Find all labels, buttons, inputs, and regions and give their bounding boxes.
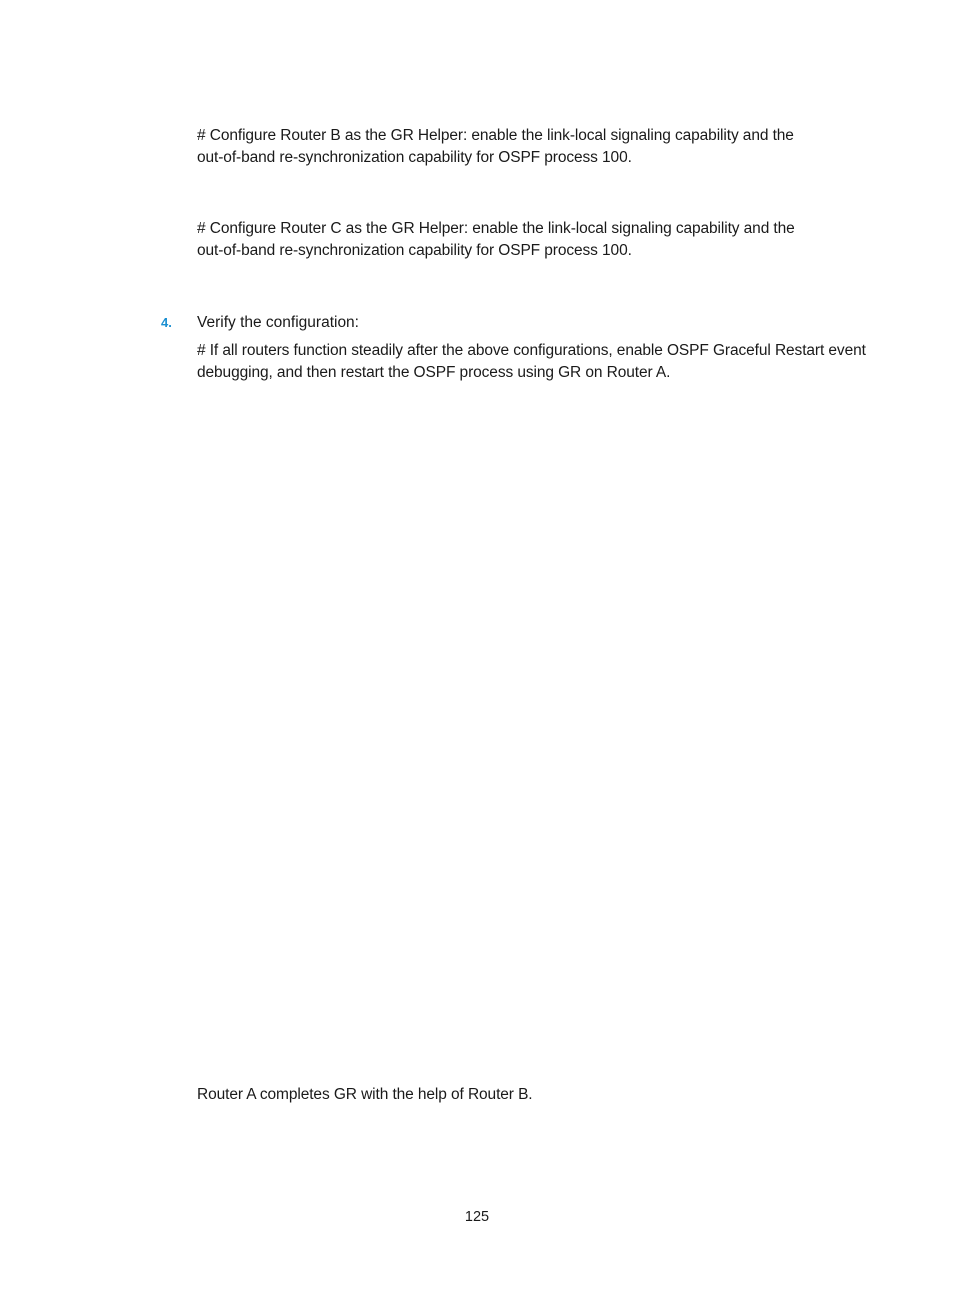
step-4-description — [197, 340, 877, 383]
step-4-label: Verify the configuration: — [197, 314, 359, 331]
router-c-line-1: # Configure Router C as the GR Helper: enable the link-local signaling capability and the — [197, 220, 795, 237]
conclusion-text: Router A completes GR with the help of Router B. — [197, 1086, 533, 1103]
page-number: 125 — [464, 1209, 490, 1225]
step-4-line-1: # If all routers function steadily after the above configurations, enable OSPF Graceful Restart event — [197, 342, 866, 359]
step-4-line-2: debugging, and then restart the OSPF process using GR on Router A. — [197, 363, 671, 381]
router-b-line-1: # Configure Router B as the GR Helper: enable the link-local signaling capability and the — [197, 127, 794, 144]
router-b-helper-paragraph — [197, 125, 877, 168]
router-c-helper-paragraph — [197, 218, 877, 261]
router-c-line-2: out-of-band re-synchronization capability for OSPF process 100. — [197, 241, 632, 259]
conclusion-paragraph — [197, 1084, 877, 1106]
router-b-line-2: out-of-band re-synchronization capability for OSPF process 100. — [197, 148, 632, 166]
step-4-number: 4. — [161, 315, 172, 330]
